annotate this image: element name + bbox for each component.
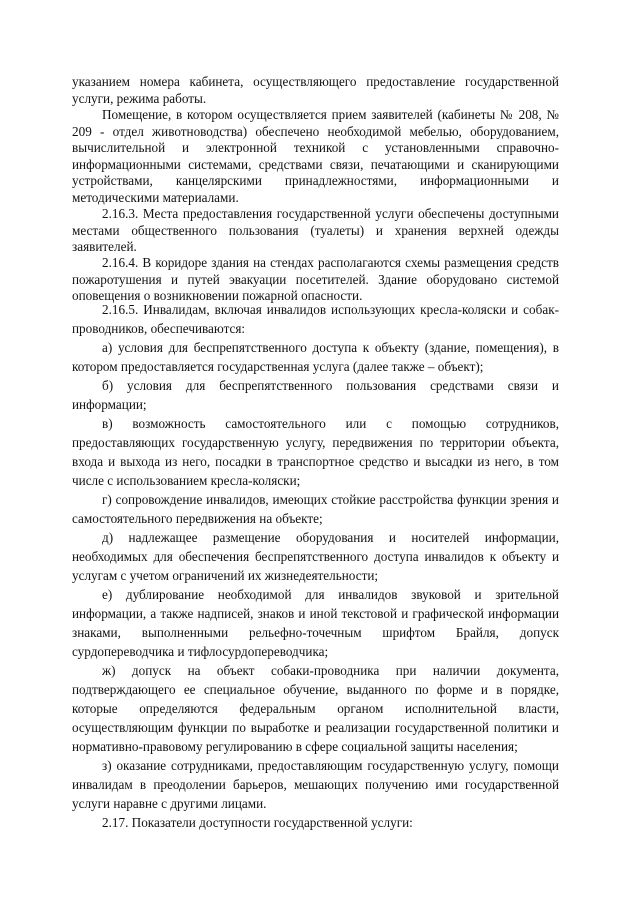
paragraph-2-16-5: 2.16.5. Инвалидам, включая инвалидов использующих кресла-коляски и собак-проводников, обеспечиваются: — [72, 302, 559, 336]
paragraph-premises: Помещение, в котором осуществляется прием заявителей (кабинеты № 208, № 209 - отдел животноводства) обеспечено необходимой мебелью, оборудованием, вычислительной и электронной техникой с установленными справочно-информационными системами, средствами связи, печатающими и сканирующими устройствами, канцелярскими принадлежностями, информационными и методическими материалами. — [72, 107, 559, 205]
list-item-b: б) условия для беспрепятственного пользования средствами связи и информации; — [72, 378, 559, 412]
list-item-g: г) сопровождение инвалидов, имеющих стойкие расстройства функции зрения и самостоятельного передвижения на объекте; — [72, 492, 559, 526]
paragraph-cabinet-info: указанием номера кабинета, осуществляющего предоставление государственной услуги, режима работы. — [72, 74, 559, 106]
list-item-zh: ж) допуск на объект собаки-проводника при наличии документа, подтверждающего ее специальное обучение, выданного по форме и в порядке, которые определяются федеральным органом исполнительной власти, осуществляющим функции по выработке и реализации государственной политики и нормативно-правовому регулированию в сфере социальной защиты населения; — [72, 663, 559, 754]
list-item-e: е) дублирование необходимой для инвалидов звуковой и зрительной информации, а также надписей, знаков и иной текстовой и графической информации знаками, выполненными рельефно-точечным шрифтом Брайля, допуск сурдопереводчика и тифлосурдопереводчика; — [72, 587, 559, 659]
list-item-d: д) надлежащее размещение оборудования и носителей информации, необходимых для обеспечения беспрепятственного доступа инвалидов к объекту и услугам с учетом ограничений их жизнедеятельности; — [72, 530, 559, 583]
list-item-a: а) условия для беспрепятственного доступа к объекту (здание, помещения), в котором предоставляется государственная услуга (далее также – объект); — [72, 340, 559, 374]
list-item-z: з) оказание сотрудниками, предоставляющим государственную услугу, помощи инвалидам в преодолении барьеров, мешающих получению ими государственной услуги наравне с другими лицами. — [72, 758, 559, 811]
section-2-17-heading: 2.17. Показатели доступности государственной услуги: — [102, 815, 413, 830]
list-item-v: в) возможность самостоятельного или с помощью сотрудников, предоставляющих государственную услугу, передвижения по территории объекта, входа и выхода из него, посадки в транспортное средство и высадки из него, в том числе с использованием кресла-коляски; — [72, 416, 559, 488]
paragraph-2-16-4: 2.16.4. В коридоре здания на стендах располагаются схемы размещения средств пожаротушения и путей эвакуации посетителей. Здание оборудовано системой оповещения о возникновении пожарной опасности. — [72, 255, 559, 303]
paragraph-2-16-3: 2.16.3. Места предоставления государственной услуги обеспечены доступными местами общественного пользования (туалеты) и хранения верхней одежды заявителей. — [72, 206, 559, 254]
